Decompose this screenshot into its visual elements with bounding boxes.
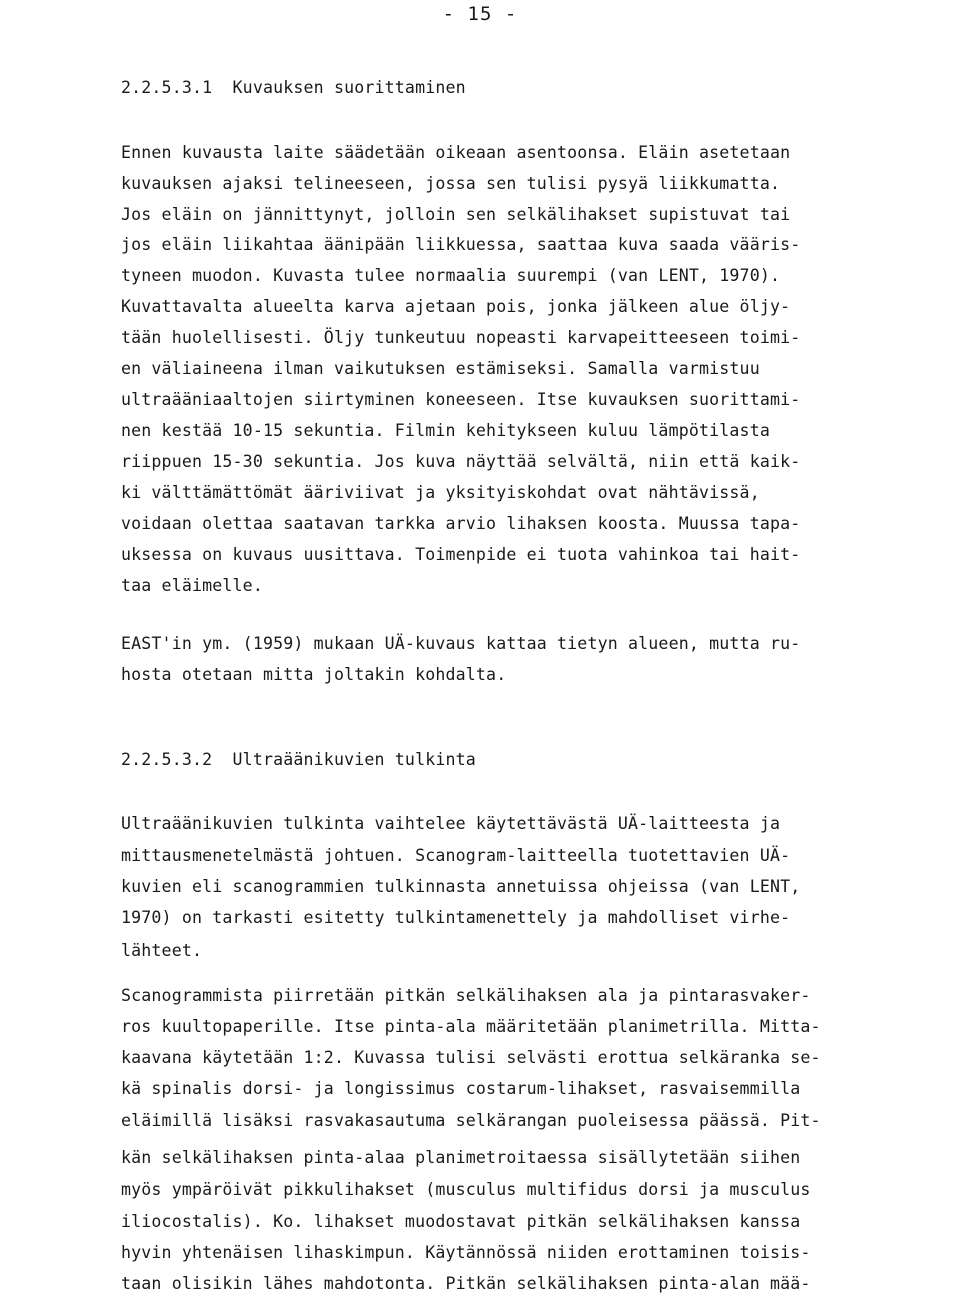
section-heading-1: 2.2.5.3.1 Kuvauksen suorittaminen — [121, 78, 466, 97]
text-line: 1970) on tarkasti esitetty tulkintamenettely ja mahdolliset virhe- — [121, 908, 791, 927]
text-line: kuvien eli scanogrammien tulkinnasta annetuissa ohjeissa (van LENT, — [121, 877, 801, 896]
text-line: kuvauksen ajaksi telineeseen, jossa sen tulisi pysyä liikkumatta. — [121, 174, 781, 193]
text-line: hosta otetaan mitta joltakin kohdalta. — [121, 665, 507, 684]
text-line: en väliaineena ilman vaikutuksen estämiseksi. Samalla varmistuu — [121, 359, 760, 378]
text-line: taa eläimelle. — [121, 576, 263, 595]
text-line: myös ympäröivät pikkulihakset (musculus multifidus dorsi ja musculus — [121, 1180, 811, 1199]
text-line: eläimillä lisäksi rasvakasautuma selkärangan puoleisessa päässä. Pit- — [121, 1111, 821, 1130]
text-line: mittausmenetelmästä johtuen. Scanogram-laitteella tuotettavien UÄ- — [121, 846, 791, 865]
text-line: Jos eläin on jännittynyt, jolloin sen selkälihakset supistuvat tai — [121, 205, 791, 224]
text-line: Kuvattavalta alueelta karva ajetaan pois, jonka jälkeen alue öljy- — [121, 297, 791, 316]
text-line: Scanogrammista piirretään pitkän selkälihaksen ala ja pintarasvaker- — [121, 986, 811, 1005]
text-line: jos eläin liikahtaa äänipään liikkuessa, saattaa kuva saada vääris- — [121, 235, 801, 254]
text-line: hyvin yhtenäisen lihaskimpun. Käytännössä niiden erottaminen toisis- — [121, 1243, 811, 1262]
text-line: riippuen 15-30 sekuntia. Jos kuva näyttää selvältä, niin että kaik- — [121, 452, 801, 471]
text-line: ros kuultopaperille. Itse pinta-ala määritetään planimetrilla. Mitta- — [121, 1017, 821, 1036]
text-line: uksessa on kuvaus uusittava. Toimenpide ei tuota vahinkoa tai hait- — [121, 545, 801, 564]
text-line: tyneen muodon. Kuvasta tulee normaalia suurempi (van LENT, 1970). — [121, 266, 781, 285]
text-line: taan olisikin lähes mahdotonta. Pitkän selkälihaksen pinta-alan mää- — [121, 1274, 811, 1293]
text-line: nen kestää 10-15 sekuntia. Filmin kehitykseen kuluu lämpötilasta — [121, 421, 770, 440]
text-line: kän selkälihaksen pinta-alaa planimetroitaessa sisällytetään siihen — [121, 1148, 801, 1167]
text-line: EAST'in ym. (1959) mukaan UÄ-kuvaus kattaa tietyn alueen, mutta ru- — [121, 634, 801, 653]
text-line: lähteet. — [121, 941, 203, 960]
text-line: iliocostalis). Ko. lihakset muodostavat pitkän selkälihaksen kanssa — [121, 1212, 801, 1231]
text-line: tään huolellisesti. Öljy tunkeutuu nopeasti karvapeitteeseen toimi- — [121, 328, 801, 347]
text-line: voidaan olettaa saatavan tarkka arvio lihaksen koosta. Muussa tapa- — [121, 514, 801, 533]
text-line: ultraääniaaltojen siirtyminen koneeseen. Itse kuvauksen suorittami- — [121, 390, 801, 409]
text-line: ki välttämättömät ääriviivat ja yksityiskohdat ovat nähtävissä, — [121, 483, 760, 502]
section-heading-2: 2.2.5.3.2 Ultraäänikuvien tulkinta — [121, 750, 476, 769]
page-number: - 15 - — [442, 3, 518, 25]
text-line: kaavana käytetään 1:2. Kuvassa tulisi selvästi erottua selkäranka se- — [121, 1048, 821, 1067]
text-line: Ennen kuvausta laite säädetään oikeaan asentoonsa. Eläin asetetaan — [121, 143, 791, 162]
text-line: Ultraäänikuvien tulkinta vaihtelee käytettävästä UÄ-laitteesta ja — [121, 814, 781, 833]
text-line: kä spinalis dorsi- ja longissimus costarum-lihakset, rasvaisemmilla — [121, 1079, 801, 1098]
